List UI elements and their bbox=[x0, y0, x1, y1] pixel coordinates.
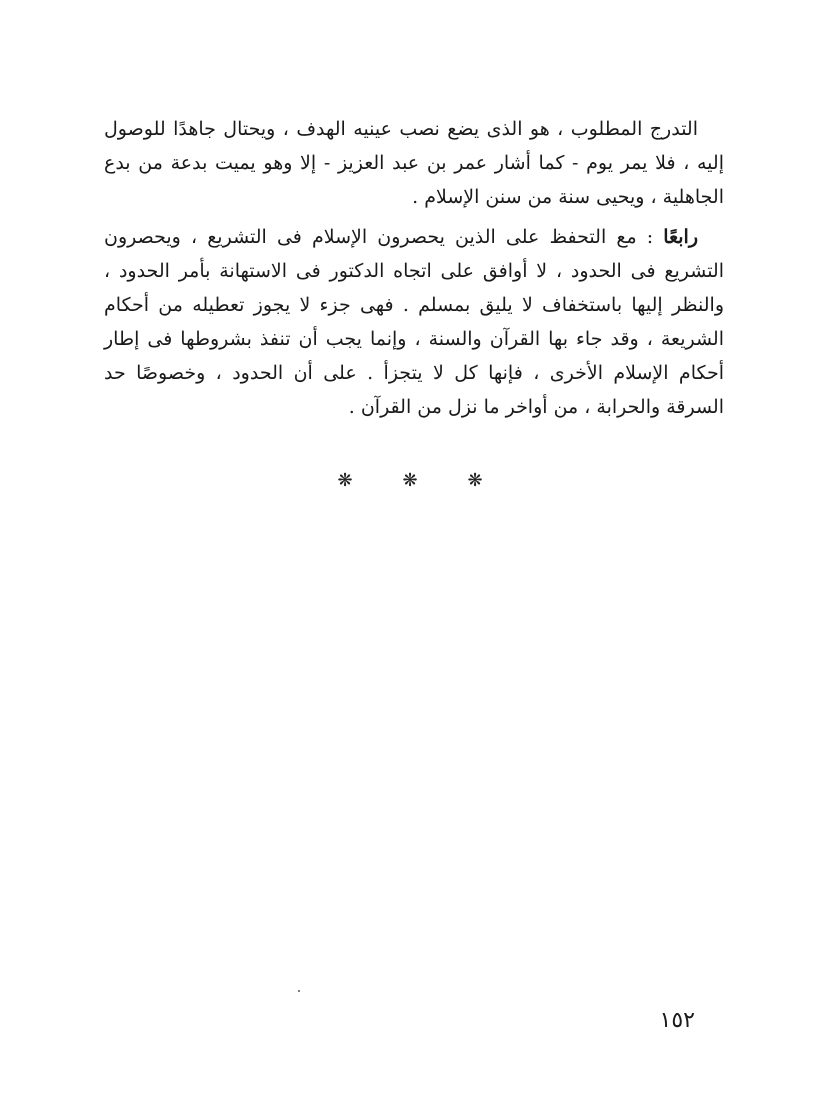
paragraph-2-lead: رابعًا bbox=[663, 226, 698, 248]
paragraph-1: التدرج المطلوب ، هو الذى يضع نصب عينيه الهدف ، ويحتال جاهدًا للوصول إليه ، فلا يمر يوم - كما أشار عمر بن عبد العزيز - إلا وهو يميت بدعة من بدع الجاهلية ، ويحيى سنة من سنن الإسلام . bbox=[104, 118, 724, 208]
section-separator bbox=[330, 470, 490, 491]
asterism-ornament-icon: ❋ bbox=[337, 470, 353, 491]
asterism-ornament-icon: ❋ bbox=[402, 470, 418, 491]
scan-speck bbox=[298, 990, 300, 992]
paragraph-2 bbox=[104, 220, 724, 424]
paragraph-2-body: : مع التحفظ على الذين يحصرون الإسلام فى التشريع ، ويحصرون التشريع فى الحدود ، لا أوافق على اتجاه الدكتور فى الاستهانة بأمر الحدود ، والنظر إليها باستخفاف لا يليق بمسلم . فهى جزء لا يجوز تعطيله من أحكام الشريعة ، وقد جاء بها القرآن والسنة ، وإنما يجب أن تنفذ بشروطها فى إطار أحكام الإسلام الأخرى ، فإنها كل لا يتجزأ . على أن الحدود ، وخصوصًا حد السرقة والحرابة ، من أواخر ما نزل من القرآن . bbox=[104, 226, 724, 418]
body-text bbox=[104, 112, 724, 424]
page-number: ١٥٢ bbox=[659, 1008, 695, 1033]
asterism-ornament-icon: ❋ bbox=[467, 470, 483, 491]
